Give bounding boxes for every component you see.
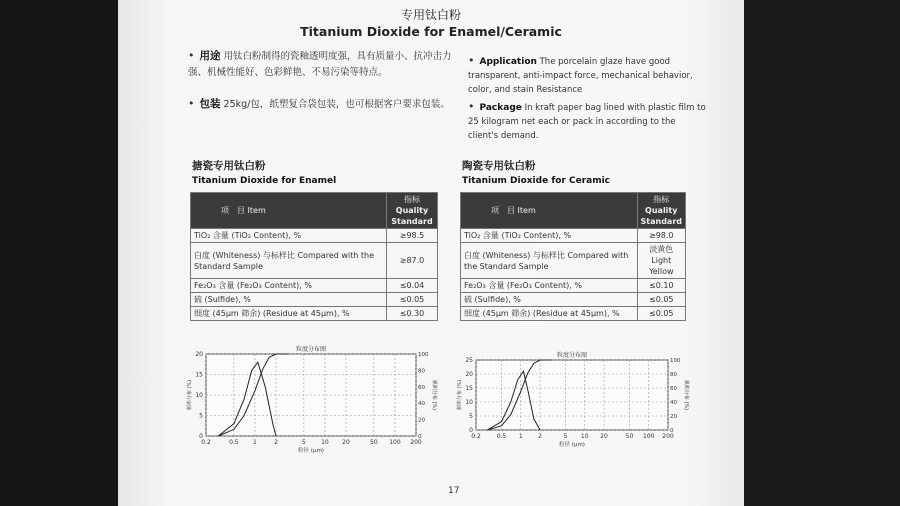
enamel-spec-table <box>190 192 438 321</box>
table-row <box>461 229 686 243</box>
application-text: The porcelain glaze have good transparent, anti-impact force, mechanical behavior, color, and stain Resistance <box>468 57 693 95</box>
package-label-cn: 包装 <box>199 98 221 110</box>
row-item: 细度 (45μm 筛余) (Residue at 45μm), % <box>461 307 638 321</box>
table-header-row <box>461 193 686 229</box>
x-tick-label: 100 <box>389 439 401 446</box>
x-tick-label: 0.2 <box>201 439 211 446</box>
header-std-cn: 指标 <box>404 195 420 204</box>
row-item: 白度 (Whiteness) 与标样比 Compared with the Standard Sample <box>191 243 387 279</box>
row-item: 白度 (Whiteness) 与标样比 Compared with the Standard Sample <box>461 243 638 279</box>
y-tick-label: 10 <box>195 392 203 399</box>
x-tick-label: 20 <box>600 433 608 440</box>
package-paragraph-en <box>468 100 706 143</box>
y2-tick-label: 100 <box>670 358 681 364</box>
row-item: 细度 (45μm 筛余) (Residue at 45μm), % <box>191 307 387 321</box>
plot-area <box>476 360 668 430</box>
table-row <box>191 243 438 279</box>
row-item: Fe₂O₃ 含量 (Fe₂O₃ Content), % <box>461 279 638 293</box>
table-row <box>191 279 438 293</box>
application-label: Application <box>479 57 537 67</box>
table-row <box>461 243 686 279</box>
table-row <box>191 293 438 307</box>
y-tick-label: 5 <box>199 412 203 420</box>
y2-tick-label: 80 <box>418 368 425 375</box>
row-value: ≤0.10 <box>637 279 685 293</box>
document-page <box>118 0 744 506</box>
use-label: 用途 <box>199 50 221 62</box>
y-tick-label: 20 <box>465 371 473 378</box>
y2-tick-label: 60 <box>670 386 677 392</box>
header-quality-standard <box>637 193 685 229</box>
ceramic-particle-size-chart <box>456 348 688 448</box>
header-quality-standard <box>387 193 438 229</box>
row-value: ≤0.05 <box>637 307 685 321</box>
x-tick-label: 0.2 <box>471 433 481 440</box>
row-item: TiO₂ 含量 (TiO₂ Content), % <box>461 229 638 243</box>
header-item: 项 目 Item <box>191 193 387 229</box>
y2-tick-label: 20 <box>418 417 425 424</box>
package-text-en: In kraft paper bag lined with plastic film to 25 kilogram net each or pack in according to the client's demand. <box>468 103 706 141</box>
x-tick-label: 50 <box>625 433 634 440</box>
y-axis-label: 频率分布 (%) <box>187 379 193 411</box>
use-text: 用钛白粉制得的瓷釉透明度强，具有质量小、抗冲击力强、机械性能好、色彩鲜艳、不易污染等特点。 <box>188 51 452 78</box>
y2-tick-label: 100 <box>418 352 429 358</box>
row-item: Fe₂O₃ 含量 (Fe₂O₃ Content), % <box>191 279 387 293</box>
row-value: ≤0.30 <box>387 307 438 321</box>
row-value: ≤0.04 <box>387 279 438 293</box>
x-tick-label: 10 <box>580 433 589 440</box>
table-row <box>461 293 686 307</box>
enamel-title-cn: 搪瓷专用钛白粉 <box>192 160 266 172</box>
y2-axis-label: 累积分布 (%) <box>683 379 689 411</box>
x-tick-label: 20 <box>342 439 350 446</box>
use-paragraph-cn <box>188 48 458 81</box>
x-tick-label: 200 <box>662 433 674 440</box>
x-axis-label: 粒径 (μm) <box>559 442 585 448</box>
table-row <box>191 307 438 321</box>
table-row <box>461 279 686 293</box>
ceramic-spec-table <box>460 192 686 321</box>
x-tick-label: 1 <box>253 439 257 446</box>
x-tick-label: 5 <box>563 433 568 440</box>
row-value: ≥87.0 <box>387 243 438 279</box>
background-dark <box>744 0 900 506</box>
table-row <box>191 229 438 243</box>
package-paragraph-cn <box>188 96 458 113</box>
package-text-cn: 25kg/包，纸塑复合袋包装，也可根据客户要求包装。 <box>223 99 450 110</box>
row-item: 硫 (Sulfide), % <box>191 293 387 307</box>
x-tick-label: 50 <box>370 439 378 446</box>
chart-title: 粒度分布图 <box>556 352 588 359</box>
header-std-cn: 指标 <box>653 195 670 204</box>
y2-tick-label: 40 <box>670 400 677 406</box>
y-tick-label: 0 <box>469 427 473 434</box>
x-tick-label: 0.5 <box>496 433 507 440</box>
bullet-icon: • <box>188 49 195 62</box>
y-axis-label: 频率分布 (%) <box>457 379 463 411</box>
title-chinese: 专用钛白粉 <box>400 8 461 22</box>
y-tick-label: 15 <box>195 371 203 379</box>
row-value: ≥98.5 <box>387 229 438 243</box>
chart-title: 粒度分布图 <box>295 346 327 353</box>
y2-tick-label: 40 <box>418 401 425 408</box>
y2-tick-label: 0 <box>418 434 422 440</box>
row-value: 淡黄色 Light Yellow <box>637 243 685 279</box>
y-tick-label: 0 <box>199 433 203 440</box>
row-item: 硫 (Sulfide), % <box>461 293 638 307</box>
row-value: ≤0.05 <box>387 293 438 307</box>
header-std-en: Quality Standard <box>391 206 433 226</box>
y2-tick-label: 20 <box>670 414 677 420</box>
row-value: ≤0.05 <box>637 293 685 307</box>
y2-tick-label: 60 <box>418 384 425 391</box>
package-label-en: Package <box>479 103 522 113</box>
x-tick-label: 2 <box>274 439 278 446</box>
bullet-icon: • <box>468 54 475 67</box>
bullet-icon: • <box>188 97 195 110</box>
x-tick-label: 1 <box>518 433 523 440</box>
header-item: 项 目 Item <box>461 193 638 229</box>
y2-axis-label: 累积分布 (%) <box>431 379 437 411</box>
y-tick-label: 5 <box>469 413 473 420</box>
y-tick-label: 25 <box>465 357 473 364</box>
x-tick-label: 2 <box>538 433 542 440</box>
ceramic-title-en: Titanium Dioxide for Ceramic <box>462 176 611 186</box>
bullet-icon: • <box>468 100 475 113</box>
table-header-row <box>191 193 438 229</box>
x-axis-label: 粒径 (μm) <box>298 448 324 454</box>
header-std-en: Quality Standard <box>640 206 682 226</box>
x-tick-label: 0.5 <box>229 439 239 446</box>
page-number: 17 <box>448 486 460 496</box>
y-tick-label: 20 <box>195 351 203 358</box>
row-value: ≥98.0 <box>637 229 685 243</box>
enamel-particle-size-chart <box>186 342 436 454</box>
x-tick-label: 5 <box>301 439 306 446</box>
ceramic-title-cn: 陶瓷专用钛白粉 <box>462 160 536 172</box>
title-english: Titanium Dioxide for Enamel/Ceramic <box>300 24 562 39</box>
y-tick-label: 15 <box>465 385 473 392</box>
application-paragraph-en <box>468 54 706 97</box>
y2-tick-label: 0 <box>670 428 674 434</box>
y2-tick-label: 80 <box>670 372 677 378</box>
y-tick-label: 10 <box>465 399 473 406</box>
x-tick-label: 100 <box>643 433 655 440</box>
x-tick-label: 10 <box>321 439 329 446</box>
row-item: TiO₂ 含量 (TiO₂ Content), % <box>191 229 387 243</box>
x-tick-label: 200 <box>410 439 422 446</box>
enamel-title-en: Titanium Dioxide for Enamel <box>192 176 337 186</box>
table-row <box>461 307 686 321</box>
